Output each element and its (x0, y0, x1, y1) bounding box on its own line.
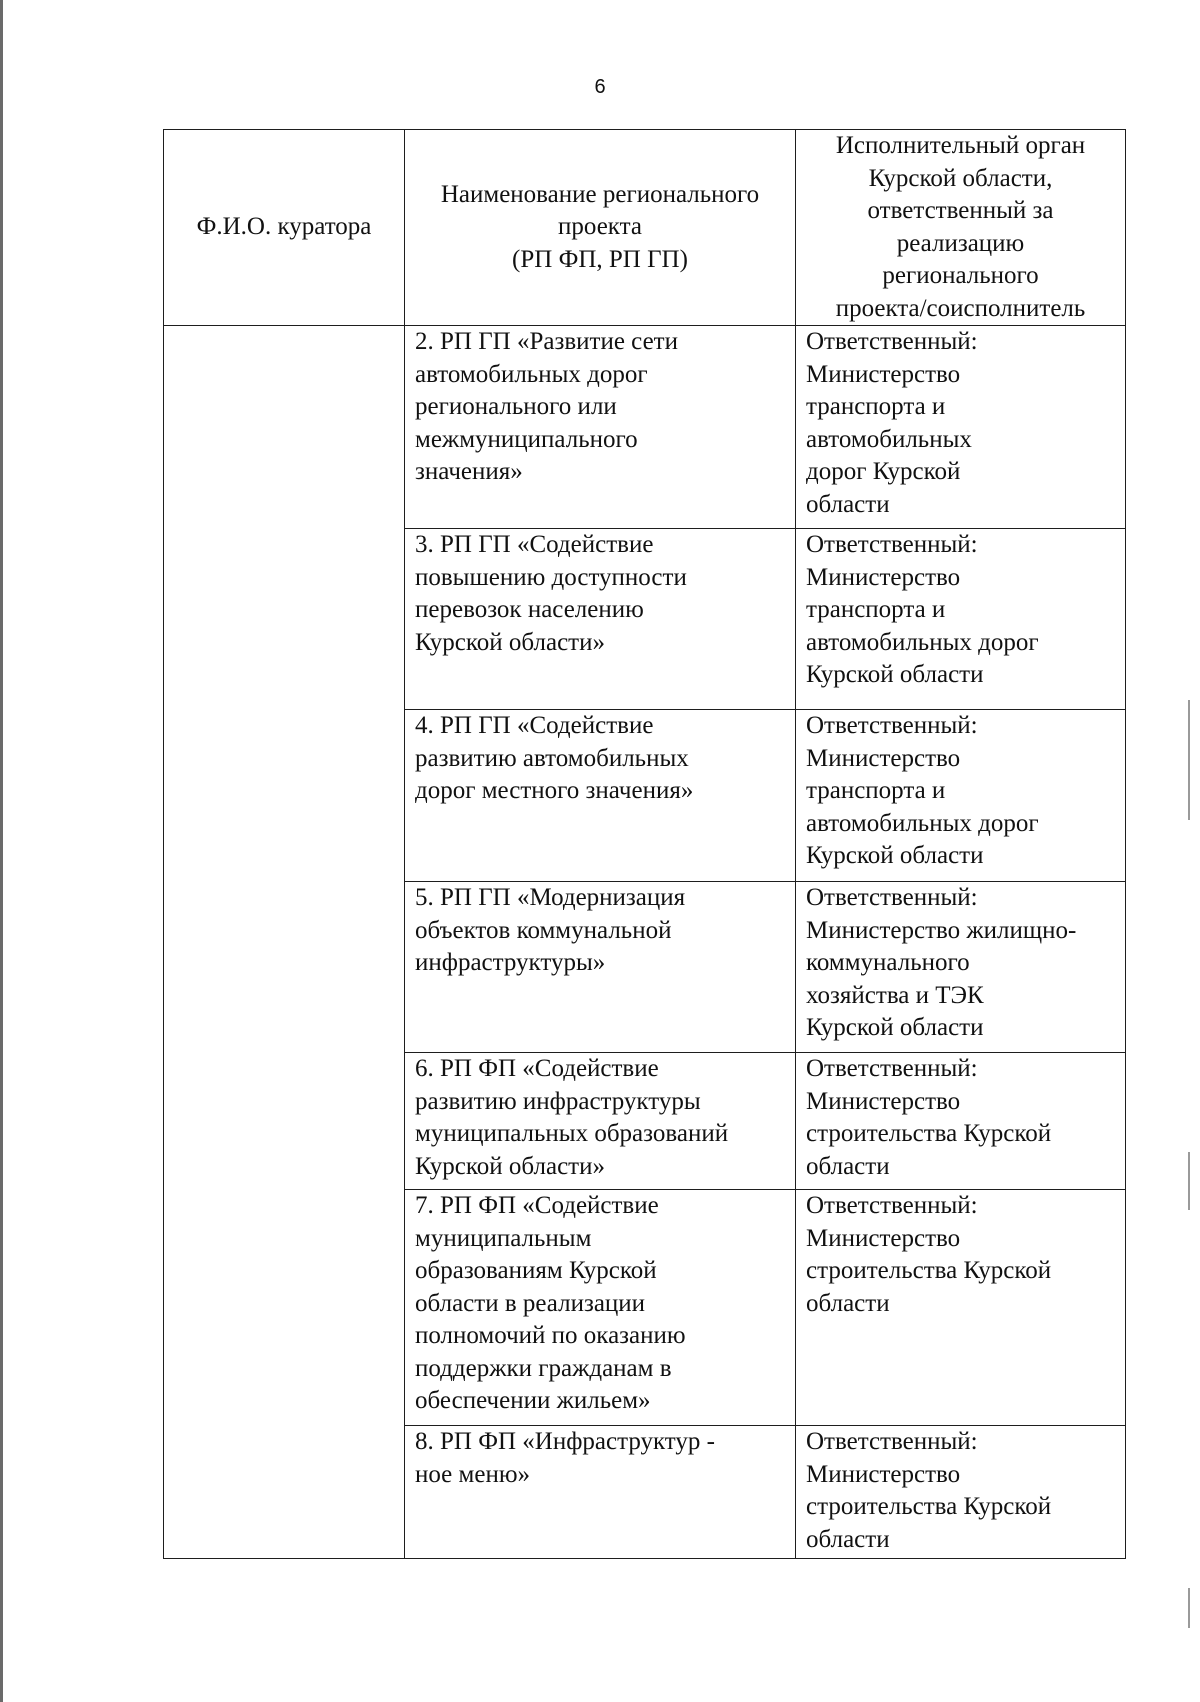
page-number: 6 (594, 76, 606, 98)
executor-cell (796, 529, 1126, 710)
executor-cell (796, 1426, 1126, 1559)
project-cell (405, 1190, 796, 1426)
executor-cell (796, 326, 1126, 529)
project-name: 6. РП ФП «Содействие развитию инфраструктуры муниципальных образований Курской области» (415, 1055, 729, 1180)
project-name: 8. РП ФП «Инфраструктур - ное меню» (415, 1428, 715, 1488)
curators-table (163, 129, 1126, 1559)
header-project-label: Наименование регионального проекта (РП ФП, РП ГП) (440, 180, 760, 273)
curator-cell (164, 326, 405, 1559)
project-cell (405, 882, 796, 1053)
project-cell (405, 1053, 796, 1190)
scan-edge-left (0, 0, 3, 1702)
header-curator (164, 130, 405, 326)
project-cell (405, 710, 796, 882)
header-project (405, 130, 796, 326)
project-name: 4. РП ГП «Содействие развитию автомобильных дорог местного значения» (415, 712, 694, 804)
table-header-row (164, 130, 1126, 326)
header-executor-label: Исполнительный орган Курской области, ответственный за реализацию регионального проекта/соисполнитель (835, 132, 1086, 322)
scan-mark-right-bottom (1188, 1588, 1190, 1628)
header-curator-label: Ф.И.О. куратора (196, 213, 372, 241)
executor-cell (796, 882, 1126, 1053)
project-cell (405, 326, 796, 529)
project-cell (405, 1426, 796, 1559)
project-name: 7. РП ФП «Содействие муниципальным образованиям Курской области в реализации полномочий по оказанию поддержки гражданам в обеспечении жильем» (415, 1192, 686, 1414)
scan-mark-right-middle (1188, 1152, 1190, 1210)
scan-mark-right-top (1188, 700, 1190, 820)
project-cell (405, 529, 796, 710)
executor-cell (796, 710, 1126, 882)
project-name: 2. РП ГП «Развитие сети автомобильных дорог регионального или межмуниципального значения» (415, 328, 678, 485)
table-row (164, 326, 1126, 529)
executor-cell (796, 1190, 1126, 1426)
executor-name: Ответственный: Министерство транспорта и автомобильных дорог Курской области (806, 712, 1039, 869)
executor-cell (796, 1053, 1126, 1190)
header-executor (796, 130, 1126, 326)
project-name: 3. РП ГП «Содействие повышению доступности перевозок населению Курской области» (415, 531, 687, 656)
executor-name: Ответственный: Министерство строительства Курской области (806, 1428, 1052, 1553)
executor-name: Ответственный: Министерство строительства Курской области (806, 1192, 1052, 1317)
executor-name: Ответственный: Министерство транспорта и автомобильных дорог Курской области (806, 328, 978, 518)
executor-name: Ответственный: Министерство жилищно- коммунального хозяйства и ТЭК Курской области (806, 884, 1077, 1041)
project-name: 5. РП ГП «Модернизация объектов коммунальной инфраструктуры» (415, 884, 686, 976)
executor-name: Ответственный: Министерство транспорта и автомобильных дорог Курской области (806, 531, 1039, 688)
executor-name: Ответственный: Министерство строительства Курской области (806, 1055, 1052, 1180)
